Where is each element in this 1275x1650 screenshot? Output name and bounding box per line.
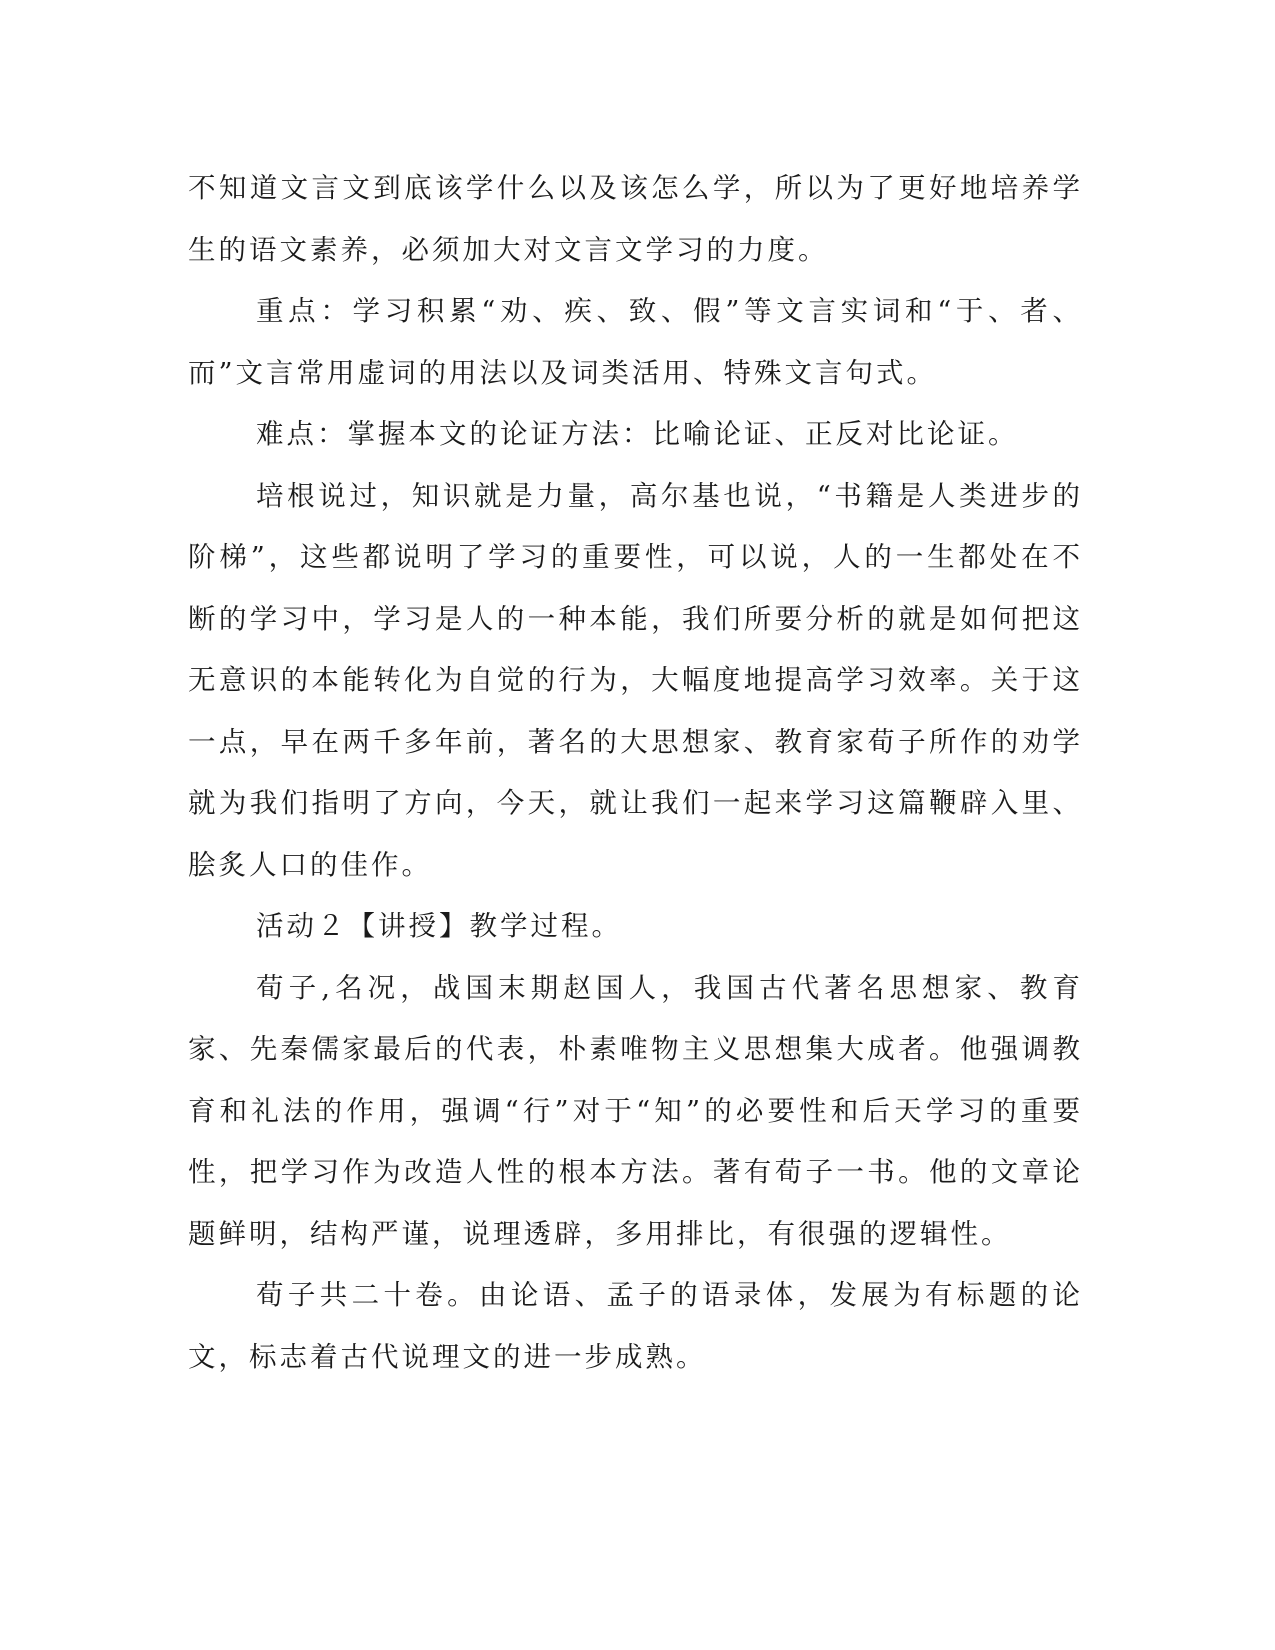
paragraph-author-intro: 荀子,名况，战国末期赵国人，我国古代著名思想家、教育家、先秦儒家最后的代表，朴素唯物主义思想集大成者。他强调教育和礼法的作用，强调“行”对于“知”的必要性和后天学习的重要性，把学习作为改造人性的根本方法。著有荀子一书。他的文章论题鲜明，结构严谨，说理透辟，多用排比，有很强的逻辑性。 bbox=[188, 971, 1083, 1250]
paragraph-intro-continuation: 不知道文言文到底该学什么以及该怎么学，所以为了更好地培养学生的语文素养，必须加大对文言文学习的力度。 bbox=[188, 172, 1083, 266]
paragraph-lead-in: 培根说过，知识就是力量，高尔基也说，“书籍是人类进步的阶梯”，这些都说明了学习的重要性，可以说，人的一生都处在不断的学习中，学习是人的一种本能，我们所要分析的就是如何把这无意识的本能转化为自觉的行为，大幅度地提高学习效率。关于这一点，早在两千多年前，著名的大思想家、教育家荀子所作的劝学就为我们指明了方向，今天，就让我们一起来学习这篇鞭辟入里、脍炙人口的佳作。 bbox=[188, 479, 1083, 881]
body-text bbox=[188, 158, 1083, 1388]
paragraph-difficult-points: 难点：掌握本文的论证方法：比喻论证、正反对比论证。 bbox=[256, 418, 1019, 450]
paragraph-book-intro: 荀子共二十卷。由论语、孟子的语录体，发展为有标题的论文，标志着古代说理文的进一步成熟。 bbox=[188, 1279, 1083, 1373]
paragraph-key-points: 重点：学习积累“劝、疾、致、假”等文言实词和“于、者、而”文言常用虚词的用法以及词类活用、特殊文言句式。 bbox=[188, 295, 1083, 389]
paragraph-activity-2: 活动２【讲授】教学过程。 bbox=[256, 910, 622, 942]
